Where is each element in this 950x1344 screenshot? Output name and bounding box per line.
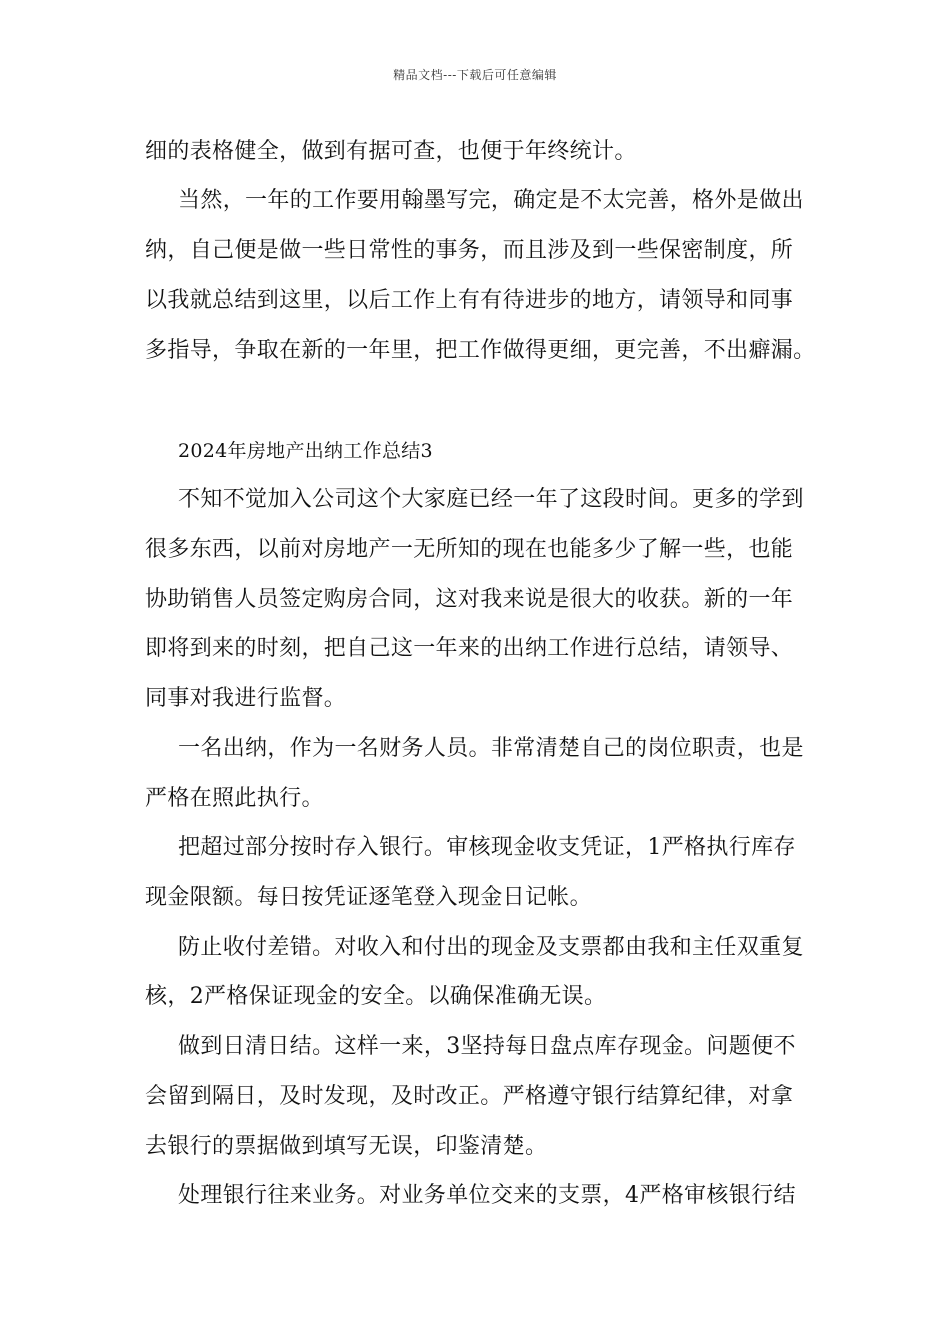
text-line: 去银行的票据做到填写无误，印鉴清楚。: [145, 1134, 548, 1159]
paragraph-first-line: 处理银行往来业务。对业务单位交来的支票，4严格审核银行结: [178, 1183, 796, 1208]
page-header: 精品文档---下载后可任意编辑: [393, 68, 557, 82]
paragraph-first-line: 不知不觉加入公司这个大家庭已经一年了这段时间。更多的学到: [178, 487, 804, 512]
paragraph-first-line: 把超过部分按时存入银行。审核现金收支凭证，1严格执行库存: [178, 835, 796, 860]
text-line: 多指导，争取在新的一年里，把工作做得更细，更完善，不出癖漏。: [145, 338, 816, 363]
text-line: 以我就总结到这里，以后工作上有有待进步的地方，请领导和同事: [145, 288, 794, 313]
text-line: 纳，自己便是做一些日常性的事务，而且涉及到一些保密制度，所: [145, 238, 794, 263]
text-line: 很多东西，以前对房地产一无所知的现在也能多少了解一些，也能: [145, 537, 794, 562]
text-line: 同事对我进行监督。: [145, 686, 347, 711]
text-line: 现金限额。每日按凭证逐笔登入现金日记帐。: [145, 885, 593, 910]
text-line: 核，2严格保证现金的安全。以确保准确无误。: [145, 984, 607, 1009]
section-title: 2024年房地产出纳工作总结3: [178, 440, 433, 462]
paragraph-first-line: 一名出纳，作为一名财务人员。非常清楚自己的岗位职责，也是: [178, 736, 804, 761]
paragraph-first-line: 做到日清日结。这样一来，3坚持每日盘点库存现金。问题便不: [178, 1034, 796, 1059]
text-line: 即将到来的时刻，把自己这一年来的出纳工作进行总结，请领导、: [145, 636, 794, 661]
paragraph-first-line: 当然，一年的工作要用翰墨写完，确定是不太完善，格外是做出: [178, 188, 804, 213]
paragraph-first-line: 防止收付差错。对收入和付出的现金及支票都由我和主任双重复: [178, 935, 804, 960]
text-line: 协助销售人员签定购房合同，这对我来说是很大的收获。新的一年: [145, 587, 794, 612]
text-line: 会留到隔日，及时发现，及时改正。严格遵守银行结算纪律，对拿: [145, 1084, 794, 1109]
text-line: 严格在照此执行。: [145, 786, 324, 811]
text-line: 细的表格健全，做到有据可查，也便于年终统计。: [145, 139, 637, 164]
